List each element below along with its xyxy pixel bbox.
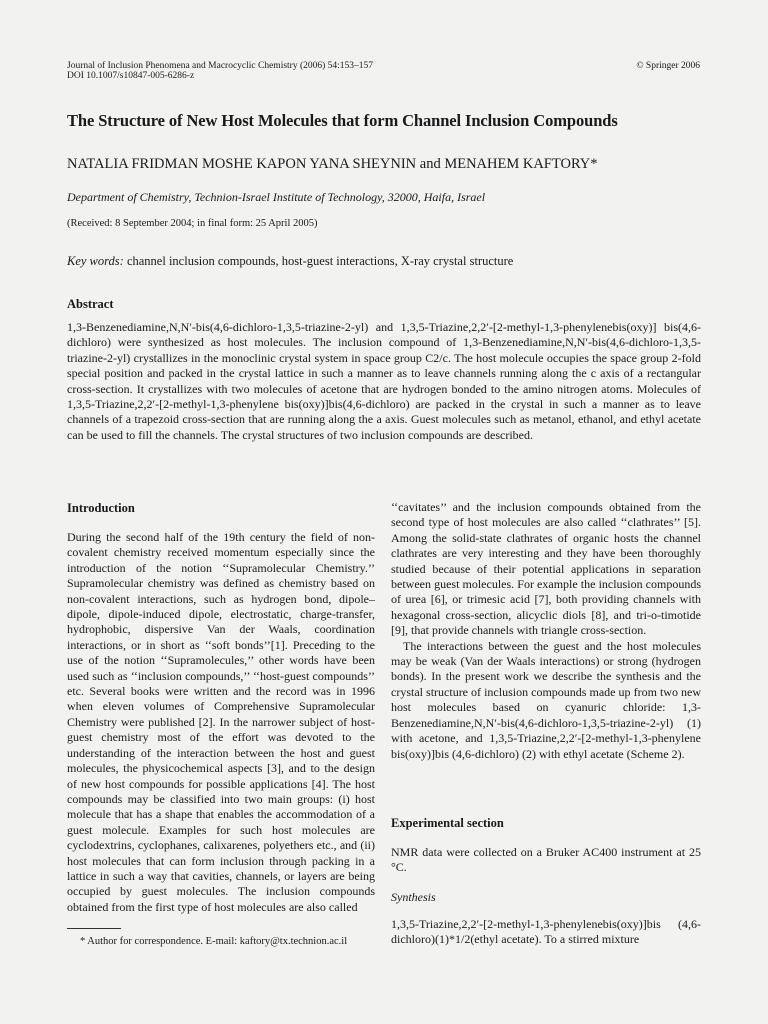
synthesis-text: 1,3,5-Triazine,2,2′-[2-methyl-1,3-phenylenebis(oxy)]bis (4,6-dichloro)(1)*1/2(ethyl acetate). To a stirred mixture bbox=[391, 917, 701, 947]
abstract-heading: Abstract bbox=[67, 297, 114, 311]
synthesis-heading: Synthesis bbox=[391, 890, 436, 904]
keywords-text: channel inclusion compounds, host-guest interactions, X-ray crystal structure bbox=[126, 254, 514, 268]
introduction-heading: Introduction bbox=[67, 501, 135, 515]
received-dates: (Received: 8 September 2004; in final form: 25 April 2005) bbox=[67, 218, 318, 229]
introduction-text: During the second half of the 19th century the field of non-covalent chemistry received momentum especially since the introduction of the notion ‘‘Supramolecular Chemistry.’’ Supramolecular chemistry was defined as chemistry based on non-covalent interactions, such as hydrogen bond, dipole–dipole, dipole-induced dipole, electrostatic, charge-transfer, hydrophobic, dispersive Van der Waals, coordination interactions, or in short as ‘‘soft bonds’’[1]. Preceding to the use of the notion ‘‘Supramolecules,’’ other words have been used such as ‘‘inclusion compounds,’’ ‘‘host-guest compounds’’ etc. Several books were written and the record was in 1996 when eleven volumes of Comprehensive Supramolecular Chemistry were published [2]. In the narrower subject of host-guest chemistry most of the effort was devoted to the understanding of the interaction between the host and guest molecules, the physicochemical aspects [3], and to the design of new host compounds for possible applications [4]. The host compounds may be classified into two main groups: (i) host molecule that has a shape that enables the accommodation of a guest molecule. Examples for such host molecules are cyclodextrins, cyclophanes, calixarenes, polyethers etc., and (ii) host molecules that can form inclusion through packing in a lattice in such a way that cavities, channels, or layers are being occupied by guest molecules. The inclusion compounds obtained from the first type of host molecules are also called bbox=[67, 530, 375, 914]
right-para-1: ‘‘cavitates’’ and the inclusion compounds obtained from the second type of host molecules are also called ‘‘clathrates’’ [5]. Among the solid-state clathrates of organic hosts the channel clathrates are very interesting and they have been thoroughly studied because of their potential applications in separation between guest molecules. For example the inclusion compounds of urea [6], or trimesic acid [7], both providing channels with hexagonal cross-section, alicyclic diols [8], and tri-o-timotide [9], that provide channels with triangle cross-section. bbox=[391, 500, 701, 638]
experimental-heading: Experimental section bbox=[391, 816, 504, 830]
keywords-label: Key words: bbox=[67, 254, 124, 268]
authors: NATALIA FRIDMAN MOSHE KAPON YANA SHEYNIN and MENAHEM KAFTORY* bbox=[67, 156, 598, 172]
experimental-text: NMR data were collected on a Bruker AC400 instrument at 25 °C. bbox=[391, 845, 701, 875]
journal-citation: Journal of Inclusion Phenomena and Macrocyclic Chemistry (2006) 54:153–157 bbox=[67, 61, 374, 71]
keywords bbox=[67, 254, 707, 269]
affiliation: Department of Chemistry, Technion-Israel Institute of Technology, 32000, Haifa, Israel bbox=[67, 190, 486, 204]
paper-title: The Structure of New Host Molecules that form Channel Inclusion Compounds bbox=[67, 111, 618, 130]
abstract-text: 1,3-Benzenediamine,N,N′-bis(4,6-dichloro-1,3,5-triazine-2-yl) and 1,3,5-Triazine,2,2′-[2-methyl-1,3-phenylenebis(oxy)] bis(4,6-dichloro) were synthesized as host molecules. The inclusion compound of 1,3-Benzenediamine,N,N′-bis(4,6-dichloro-1,3,5-triazine-2-yl) crystallizes in the monoclinic crystal system in space group C2/c. The host molecule occupies the space group 2-fold special position and packed in the crystal lattice in such a manner as to leave channels running along the c axis of a rectangular cross-section. It crystallizes with two molecules of acetone that are hydrogen bonded to the amino nitrogen atoms. Molecules of 1,3,5-Triazine,2,2′-[2-methyl-1,3-phenylene bis(oxy)]bis(4,6-dichloro) are packed in the crystal in such a manner as to leave channels of a trapezoid cross-section that are running along the a axis. Guest molecules such as metanol, ethanol, and ethyl acetate can be used to fill the channels. The crystal structures of two inclusion compounds are described. bbox=[67, 320, 701, 442]
right-para-2: The interactions between the guest and the host molecules may be weak (Van der Waals interactions) or strong (hydrogen bonds). In the present work we describe the synthesis and the crystal structure of inclusion compounds made up from two new host molecules based on cyanuric chloride: 1,3-Benzenediamine,N,N′-bis(4,6-dichloro-1,3,5-triazine-2-yl) (1) with acetone, and 1,3,5-Triazine,2,2′-[2-methyl-1,3-phenylene bis(oxy)]bis (4,6-dichloro) (2) with ethyl acetate (Scheme 2). bbox=[391, 638, 701, 761]
copyright: © Springer 2006 bbox=[636, 61, 700, 71]
footnote: * Author for correspondence. E-mail: kaftory@tx.technion.ac.il bbox=[80, 936, 348, 947]
doi: DOI 10.1007/s10847-005-6286-z bbox=[67, 71, 195, 81]
footnote-rule bbox=[67, 928, 121, 929]
